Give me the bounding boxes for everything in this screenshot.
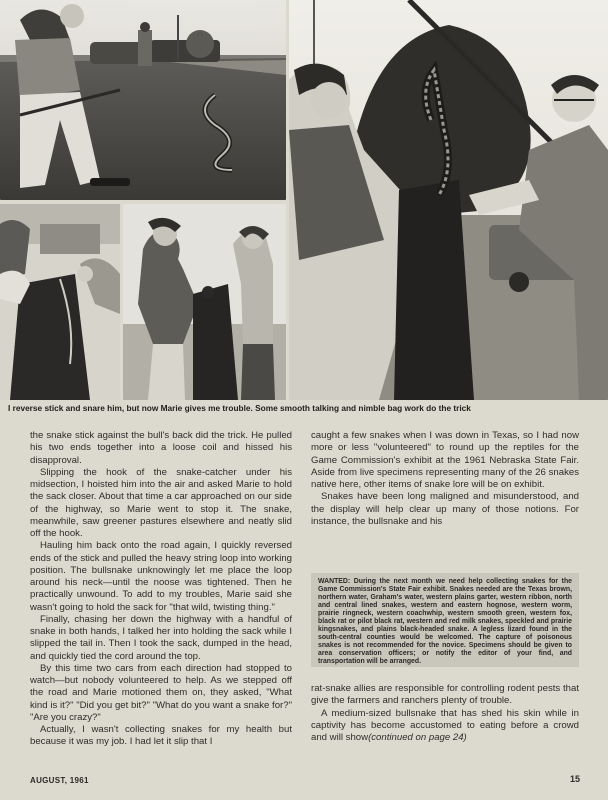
photo-caption: I reverse stick and snare him, but now Marie gives me trouble. Some smooth talking and nimble bag work do the trick — [8, 403, 471, 413]
paragraph: caught a few snakes when I was down in Texas, so I had now more or less "volunteered" to round up the reptiles for the Game Commission's exhibit at the 1961 Nebraska State Fair. Aside from live specimens representing many of the 26 snakes native here, other items of snake lore will be on exhibit. — [311, 430, 579, 490]
paragraph: By this time two cars from each direction had stopped to watch—but nobody volunteered to help. As we stepped off the road and Marie motioned them on, they asked, "What kind is it?" "Did you get bit?" "What do you want a snake for?" "Are you crazy?" — [30, 662, 292, 723]
wanted-notice-box — [311, 573, 579, 667]
paragraph: Finally, chasing her down the highway with a handful of snake in both hands, I talked her into holding the sack while I slipped the tail in. Then I took the sack, dumped in the head, and quickly tied the cord around the top. — [30, 613, 292, 662]
article-column-2-bottom — [311, 683, 579, 744]
continued-note: (continued on page 24) — [368, 732, 467, 743]
paragraph: Slipping the hook of the snake-catcher under his midsection, I hoisted him into the air and asked Marie to hold the sack closer. About that time a car approached on our side of the highway, so Marie went to stop it. The snake, meanwhile, saw greener pastures elsewhere and neatly slid off the hook. — [30, 466, 292, 539]
issue-date: AUGUST, 1961 — [30, 776, 89, 785]
paragraph: the snake stick against the bull's back did the trick. He pulled his two ends together into a loose coil and hissed his disapproval. — [30, 430, 292, 466]
photo-snake-demonstration — [289, 0, 608, 400]
paragraph: Actually, I wasn't collecting snakes for my health but because it was my job. I had let it slip that I — [30, 724, 292, 748]
page-number: 15 — [569, 774, 580, 784]
photo-man-woman-sack — [123, 204, 286, 400]
paragraph: Hauling him back onto the road again, I quickly reversed ends of the stick and pulled the heavy string loop into working position. The bullsnake unknowingly let me place the loop around his neck—until the noose was tightened. Then he practically unwound. To add to my troubles, Marie said she wasn't going to hold the sack for "that wild, twisting thing." — [30, 540, 292, 613]
photo-highway-snake-catch — [0, 0, 286, 200]
article-column-2-top — [311, 430, 579, 528]
paragraph: Snakes have been long maligned and misunderstood, and the display will help clear up many of those notions. For instance, the bullsnake and his — [311, 491, 579, 527]
wanted-notice-text: During the next month we need help collecting snakes for the Game Commission's State Fair exhibit. Snakes needed are the Texas brown, northern water, Graham's water, western plains garter, western ribbon, north and central lined snakes, western and eastern hognose, western worm, prairie ringneck, western coachwhip, western smooth green, western fox, black rat or pilot black rat, western and red milk snakes, speckled and prairie kingsnakes, and plains black-headed snake. A legless lizard found in the south-central counties would be welcomed. The capture of poisonous snakes is not recommended for the novice. Specimens should be given to area conservation officers; or notify the editor of your find, and transportation will be arranged. — [318, 578, 572, 666]
paragraph — [311, 708, 579, 745]
photo-sack-closeup — [0, 204, 120, 400]
paragraph-text: A medium-sized bullsnake that has shed his skin while in captivity has become accustomed to eating before a crowd and will show — [311, 707, 579, 743]
paragraph: rat-snake allies are responsible for controlling rodent pests that give the farmers and ranchers plenty of trouble. — [311, 683, 579, 707]
article-column-1 — [30, 430, 292, 749]
wanted-notice-lead: WANTED: — [318, 578, 351, 585]
